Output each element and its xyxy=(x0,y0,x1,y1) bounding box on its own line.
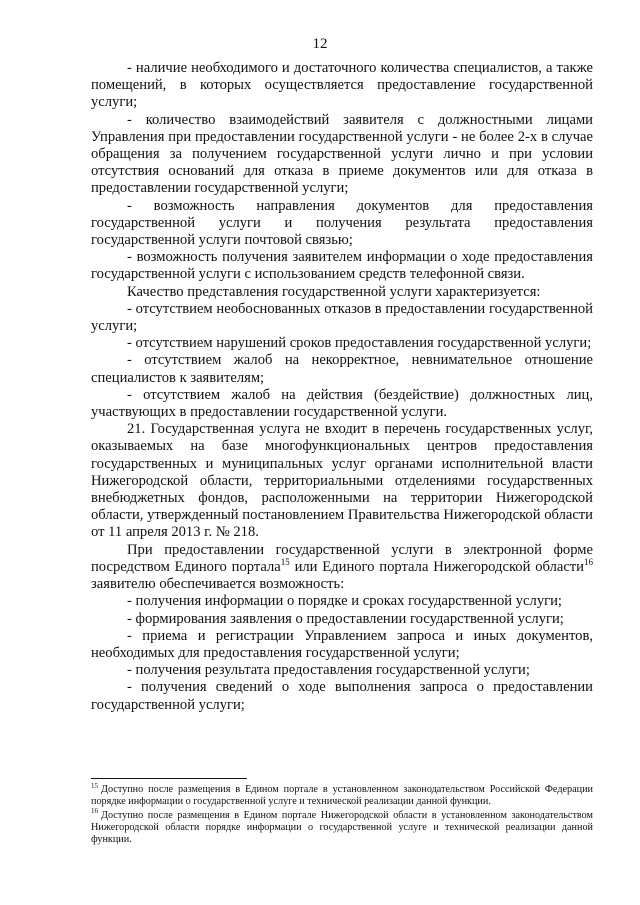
footnote-mark: 15 xyxy=(91,781,98,790)
list-item-result: - получения результата предоставления государственной услуги; xyxy=(127,662,530,679)
paragraph-no-complaints-actions: - отсутствием жалоб на действия (бездействие) должностных лиц, участвующих в предоставлении государственной услуги. xyxy=(91,386,593,421)
footnote-16 xyxy=(91,807,593,847)
footnote-ref-15[interactable]: 15 xyxy=(280,557,290,568)
list-item-information: - получения информации о порядке и сроках государственной услуги; xyxy=(127,593,562,610)
paragraph-no-complaints-attitude: - отсутствием жалоб на некорректное, невнимательное отношение специалистов к заявителям; xyxy=(91,352,593,386)
list-item-registration: - приема и регистрации Управлением запроса и иных документов, необходимых для предоставления государственной услуги; xyxy=(91,627,593,661)
footnote-text: Доступно после размещения в Едином портале в установленном законодательством Российской Федерации порядке информации о государственной услуге и технической реализации данной функции. xyxy=(91,784,593,808)
paragraph-interactions: - количество взаимодействий заявителя с должностными лицами Управления при предоставлении государственной услуги - не более 2-х в случае обращения за получением государственной услуги лично и при условии отсутствия оснований для отказа в приеме документов или для отказа в предоставлении государственной услуги; xyxy=(91,111,593,197)
paragraph-quality-intro: Качество представления государственной услуги характеризуется: xyxy=(127,283,541,300)
paragraph-no-refusals: - отсутствием необоснованных отказов в предоставлении государственной услуги; xyxy=(91,300,593,335)
paragraph-specialists: - наличие необходимого и достаточного количества специалистов, а также помещений, в которых осуществляется предоставление государственной услуги; xyxy=(91,60,593,111)
page-number: 12 xyxy=(312,36,328,52)
footnote-ref-16[interactable]: 16 xyxy=(584,557,593,568)
document-body xyxy=(91,60,593,714)
footnote-text: Доступно после размещения в Едином портале Нижегородской области в установленном законодательством Нижегородской области порядке информации о государственной услуге и технической реализации данной функции. xyxy=(91,809,593,846)
footnote-15 xyxy=(91,781,593,809)
portal-text-3: заявителю обеспечивается возможность: xyxy=(91,576,345,593)
list-item-status: - получения сведений о ходе выполнения запроса о предоставлении государственной услуги; xyxy=(91,679,593,713)
paragraph-no-delays: - отсутствием нарушений сроков предоставления государственной услуги; xyxy=(127,335,592,352)
footnote-mark: 16 xyxy=(91,807,98,816)
paragraph-phone: - возможность получения заявителем информации о ходе предоставления государственной услуги с использованием средств телефонной связи. xyxy=(91,249,593,283)
paragraph-postal: - возможность направления документов для предоставления государственной услуги и получения результата предоставления государственной услуги почтовой связью; xyxy=(91,197,593,249)
paragraph-portal xyxy=(91,542,593,594)
footnotes xyxy=(91,781,593,847)
footnote-separator xyxy=(91,778,247,779)
portal-text-1: При предоставлении государственной услуги в электронной форме посредством Единого портала xyxy=(91,541,593,575)
list-item-application: - формирования заявления о предоставлении государственной услуги; xyxy=(127,610,564,627)
portal-text-2: или Единого портала Нижегородской области xyxy=(289,558,584,575)
paragraph-21: 21. Государственная услуга не входит в перечень государственных услуг, оказываемых на базе многофункциональных центров предоставления государственных и муниципальных услуг органами исполнительной власти Нижегородской области, территориальными отделениями государственных внебюджетных фондов, расположенными на территории Нижегородской области, утвержденный постановлением Правительства Нижегородской области от 11 апреля 2013 г. № 218. xyxy=(91,421,593,541)
